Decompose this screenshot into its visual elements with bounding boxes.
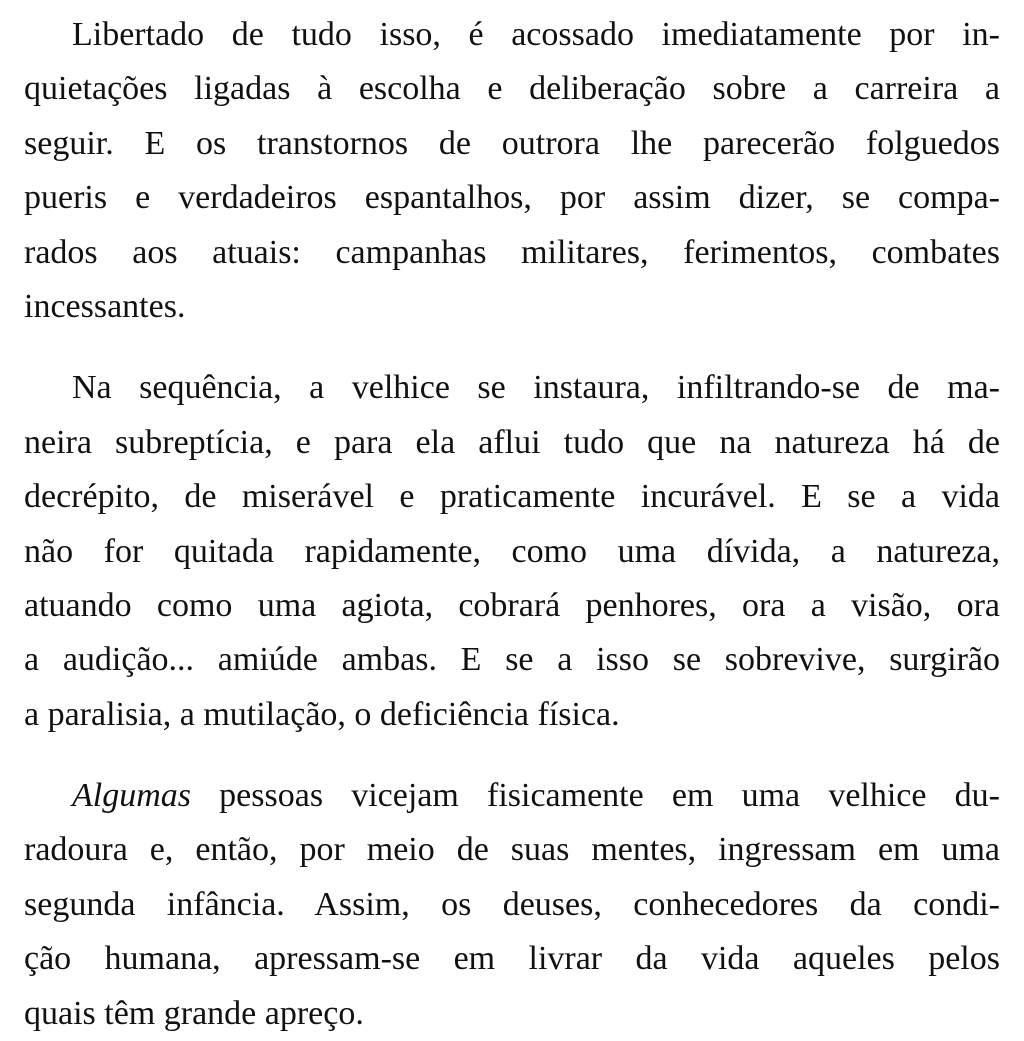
text-line-first [24, 769, 1000, 823]
paragraph-2 [24, 361, 1000, 742]
text-line: rados aos atuais: campanhas militares, ferimentos, combates [24, 233, 1000, 271]
paragraph-3 [24, 769, 1000, 1041]
paragraph-1 [24, 8, 1000, 334]
text-line: Na sequência, a velhice se instaura, infiltrando-se de ma- [72, 369, 1000, 407]
text-run: pessoas vicejam fisicamente em uma velhice du- [191, 777, 1000, 815]
text-line: seguir. E os transtornos de outrora lhe parecerão folguedos [24, 124, 1000, 162]
text-line: radoura e, então, por meio de suas mentes, ingressam em uma [24, 831, 1000, 869]
text-line: não for quitada rapidamente, como uma dívida, a natureza, [24, 532, 1000, 570]
text-line: decrépito, de miserável e praticamente incurável. E se a vida [24, 478, 1000, 516]
text-line: segunda infância. Assim, os deuses, conhecedores da condi- [24, 885, 1000, 923]
text-line: a audição... amiúde ambas. E se a isso se sobrevive, surgirão [24, 641, 1000, 679]
text-line: neira subreptícia, e para ela aflui tudo que na natureza há de [24, 423, 1000, 461]
text-line: quietações ligadas à escolha e deliberação sobre a carreira a [24, 70, 1000, 108]
text-line: a paralisia, a mutilação, o deficiência física. [24, 695, 620, 733]
text-line: quais têm grande apreço. [24, 994, 364, 1032]
text-line: atuando como uma agiota, cobrará penhores, ora a visão, ora [24, 586, 1000, 624]
text-line: ção humana, apressam-se em livrar da vida aqueles pelos [24, 940, 1000, 978]
italic-word: Algumas [72, 777, 191, 815]
document-page [24, 8, 1000, 1032]
text-line: incessantes. [24, 287, 186, 325]
text-line: pueris e verdadeiros espantalhos, por assim dizer, se compa- [24, 179, 1000, 217]
text-line: Libertado de tudo isso, é acossado imediatamente por in- [72, 16, 1000, 53]
